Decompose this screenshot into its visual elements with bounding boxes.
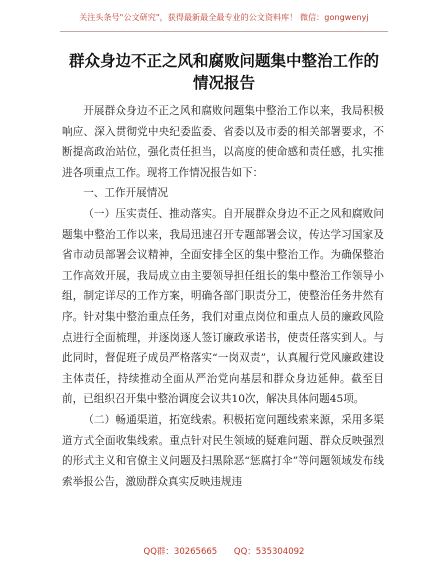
promo-banner: 关注头条号"公文研究"，获得最新最全最专业的公文资料库！ 微信：gongwenyj: [79, 13, 369, 22]
footer-qq: QQ：535304092: [233, 547, 305, 557]
footer-qq-group: QQ群：30265665: [143, 547, 218, 557]
intro-paragraph: 开展群众身边不正之风和腐败问题集中整治工作以来，我局积极响应、深入贯彻党中央纪委监委、省委以及市委的相关部署要求，不断提高政治站位，强化责任担当，以高度的使命感和责任感，扎实推进各项重点工作。现将工作情况报告如下：: [62, 105, 384, 179]
header-divider: [60, 31, 388, 32]
section-heading: 一、工作开展情况: [83, 187, 168, 200]
document-body: [62, 101, 384, 492]
title-line-1: 群众身边不正之风和腐败问题集中整治工作的: [68, 52, 379, 70]
document-title: [56, 50, 392, 94]
title-line-2: 情况报告: [192, 74, 255, 92]
item-2-paragraph: （二）畅通渠道，拓宽线索。积极拓宽问题线索来源，采用多渠道方式全面收集线索。重点针对民生领域的疑难问题、群众反映强烈的形式主义和官僚主义问题及扫黑除恶“惩腐打伞”等问题领域发布线索举报公告，激励群众真实反映违规违: [62, 413, 384, 488]
item-1-paragraph: （一）压实责任、推动落实。自开展群众身边不正之风和腐败问题集中整治工作以来，我局迅速召开专题部署会议，传达学习国家及省市动员部署会议精神，全面安排全区的集中整治工作。为确保整治工作高效开展，我局成立由主要领导担任组长的集中整治工作领导小组，制定详尽的工作方案，明确各部门职责分工，使整治任务井然有序。针对集中整治重点任务，我们对重点岗位和重点人员的廉政风险点进行全面梳理，并逐岗逐人签订廉政承诺书，使责任落实到人。与此同时，督促班子成员严格落实“一岗双责”，认真履行党风廉政建设主体责任，持续推动全面从严治党向基层和群众身边延伸。截至目前，已组织召开集中整治调度会议共10次，解决具体问题45项。: [62, 207, 384, 406]
footer-contacts: [0, 545, 448, 557]
